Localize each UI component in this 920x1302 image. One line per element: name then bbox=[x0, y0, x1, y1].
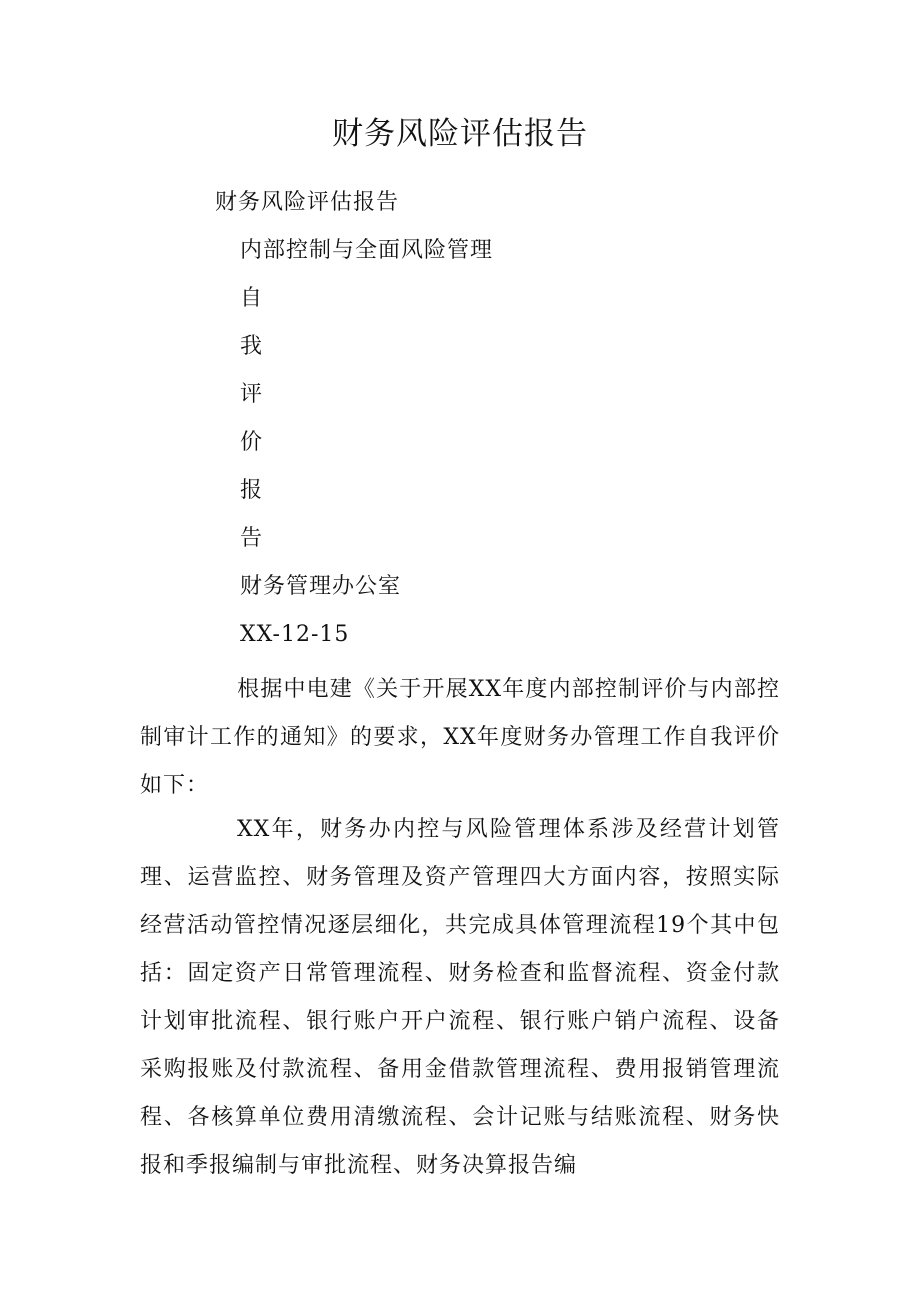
cover-line-topic: 内部控制与全面风险管理 bbox=[240, 238, 494, 263]
paragraph-text: XX年，财务办内控与风险管理体系涉及经营计划管理、运营监控、财务管理及资产管理四大方面内容，按照实际经营活动管控情况逐层细化，共完成具体管理流程19个其中包括：固定资产日常管理流程、财务检查和监督流程、资金付款计划审批流程、银行账户开户流程、银行账户销户流程、设备采购报账及付款流程、备用金借款管理流程、费用报销管理流程、各核算单位费用清缴流程、会计记账与结账流程、财务快报和季报编制与审批流程、财务决算报告编 bbox=[140, 817, 780, 1178]
cover-line-char: 告 bbox=[240, 526, 264, 551]
paragraph-text: 根据中电建《关于开展XX年度内部控制评价与内部控制审计工作的通知》的要求，XX年度财务办管理工作自我评价如下： bbox=[140, 677, 780, 798]
document-subtitle: 财务风险评估报告 bbox=[215, 190, 400, 215]
cover-line-char: 报 bbox=[240, 478, 264, 503]
cover-line-char: 评 bbox=[240, 382, 264, 407]
cover-line-char: 我 bbox=[240, 334, 264, 359]
body-paragraph-2 bbox=[140, 806, 780, 1190]
cover-line-date: XX-12-15 bbox=[240, 622, 350, 647]
cover-line-office: 财务管理办公室 bbox=[240, 574, 402, 599]
body-paragraph-1 bbox=[140, 666, 780, 810]
document-title: 财务风险评估报告 bbox=[332, 116, 588, 152]
cover-line-char: 价 bbox=[240, 430, 264, 455]
cover-line-char: 自 bbox=[240, 286, 264, 311]
